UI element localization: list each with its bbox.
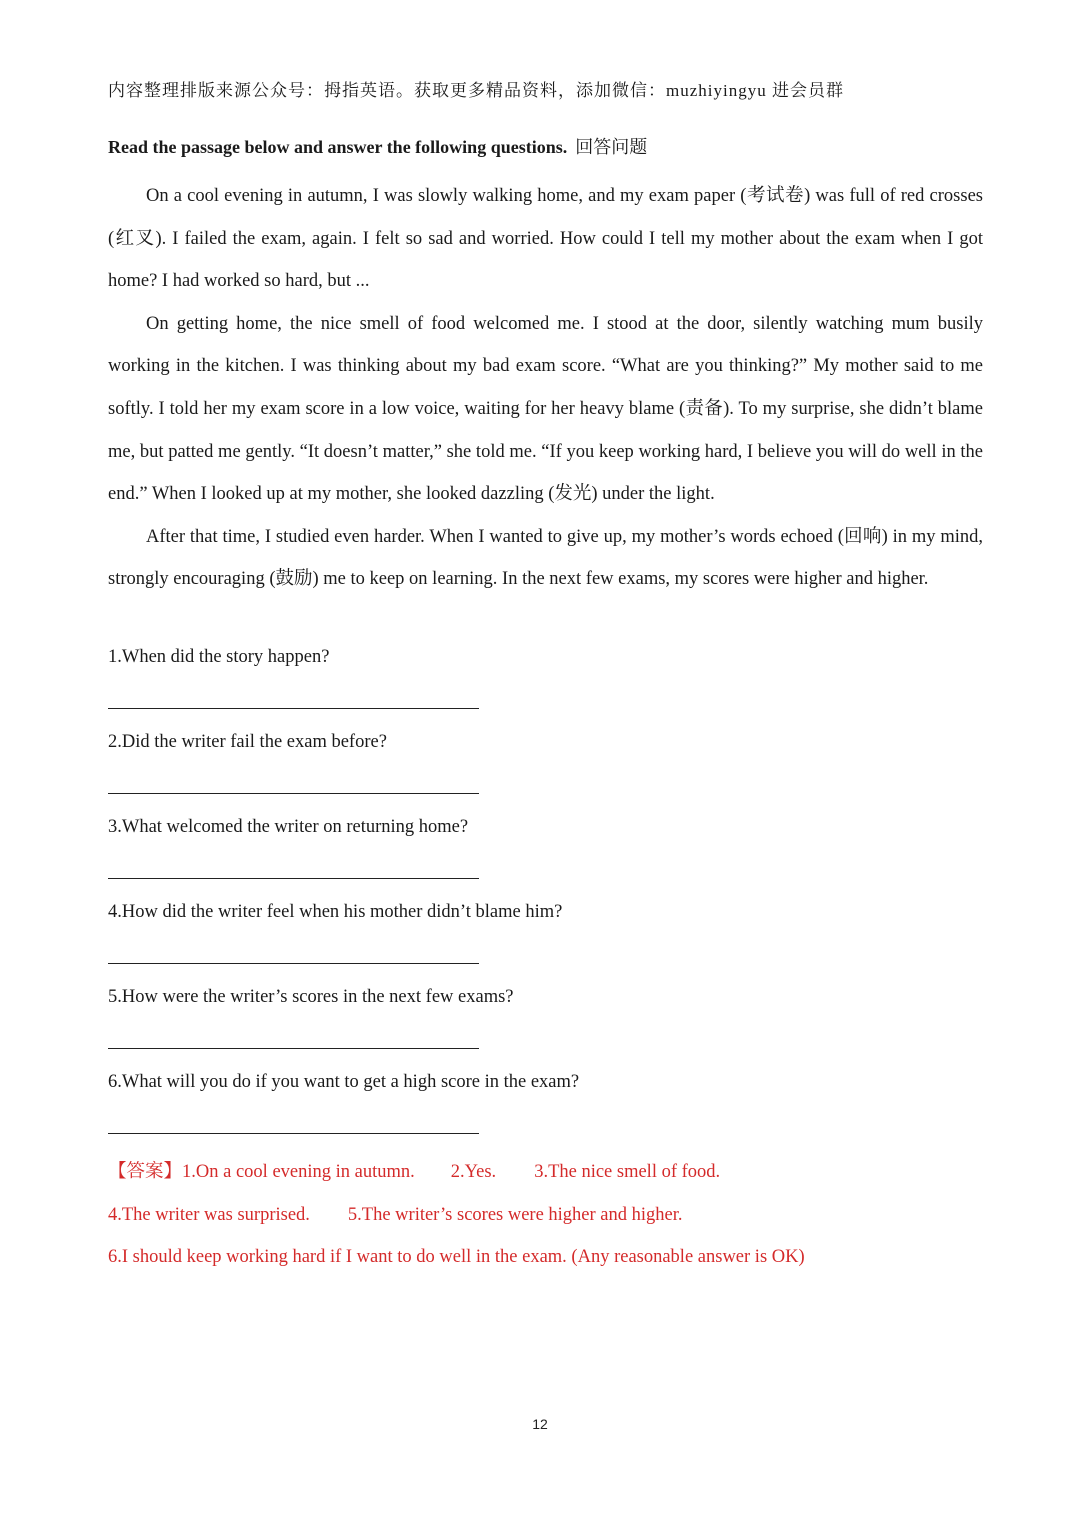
question-text: 6.What will you do if you want to get a high score in the exam? [108,1072,580,1092]
passage-paragraph-2: On getting home, the nice smell of food welcomed me. I stood at the door, silently watching mum busily working in the kitchen. I was thinking about my bad exam score. “What are you thinking?” My mother said to me softly. I told her my exam score in a low voice, waiting for her heavy blame (责备). To my surprise, she didn’t blame me, but patted me gently. “It doesn’t matter,” she told me. “If you keep working hard, I believe you will do well in the end.” When I looked up at my mother, she looked dazzling (发光) under the light. [108,313,983,505]
answer-blank-line[interactable] [108,963,479,964]
answer-item: 1.On a cool evening in autumn. [182,1162,415,1182]
question-text: 3.What welcomed the writer on returning home? [108,817,469,837]
question-item [108,812,983,897]
answer-item: 5.The writer’s scores were higher and higher. [347,1204,683,1225]
page-number: 12 [532,1416,548,1432]
reading-passage [108,175,983,601]
answer-item: 2.Yes. [450,1162,497,1182]
passage-paragraph-3: After that time, I studied even harder. When I wanted to give up, my mother’s words echoed (回响) in my mind, strongly encouraging (鼓励) me to keep on learning. In the next few exams, my scores were higher and higher. [108,526,983,590]
answer-row [108,1236,988,1279]
passage-paragraph-1: On a cool evening in autumn, I was slowly walking home, and my exam paper (考试卷) was full of red crosses (红叉). I failed the exam, again. I felt so sad and worried. How could I tell my mother about the exam when I got home? I had worked so hard, but ... [108,186,983,292]
instructions-chinese: 回答问题 [575,137,648,157]
instructions-english: Read the passage below and answer the following questions. [108,137,568,157]
source-note: 内容整理排版来源公众号：拇指英语。获取更多精品资料，添加微信：muzhiyingyu 进会员群 [108,81,844,100]
question-item [108,727,983,812]
answer-row [108,1194,988,1237]
answer-row [108,1151,988,1194]
question-text: 5.How were the writer’s scores in the next few exams? [108,987,514,1007]
answer-blank-line[interactable] [108,708,479,709]
question-item [108,642,983,727]
answer-blank-line[interactable] [108,793,479,794]
question-item [108,1067,983,1152]
answer-blank-line[interactable] [108,1048,479,1049]
answer-label: 【答案】 [108,1162,183,1182]
answer-item: 6.I should keep working hard if I want to do well in the exam. (Any reasonable answer is OK) [108,1247,805,1268]
answer-blank-line[interactable] [108,1133,479,1134]
question-item [108,897,983,982]
answer-key [108,1151,988,1279]
question-item [108,982,983,1067]
answer-blank-line[interactable] [108,878,479,879]
question-text: 2.Did the writer fail the exam before? [108,732,387,752]
question-text: 4.How did the writer feel when his mother didn’t blame him? [108,902,563,922]
question-text: 1.When did the story happen? [108,647,330,667]
answer-item: 4.The writer was surprised. [108,1204,310,1225]
answer-item: 3.The nice smell of food. [534,1162,721,1182]
instructions [108,134,988,160]
question-list [108,642,983,1152]
